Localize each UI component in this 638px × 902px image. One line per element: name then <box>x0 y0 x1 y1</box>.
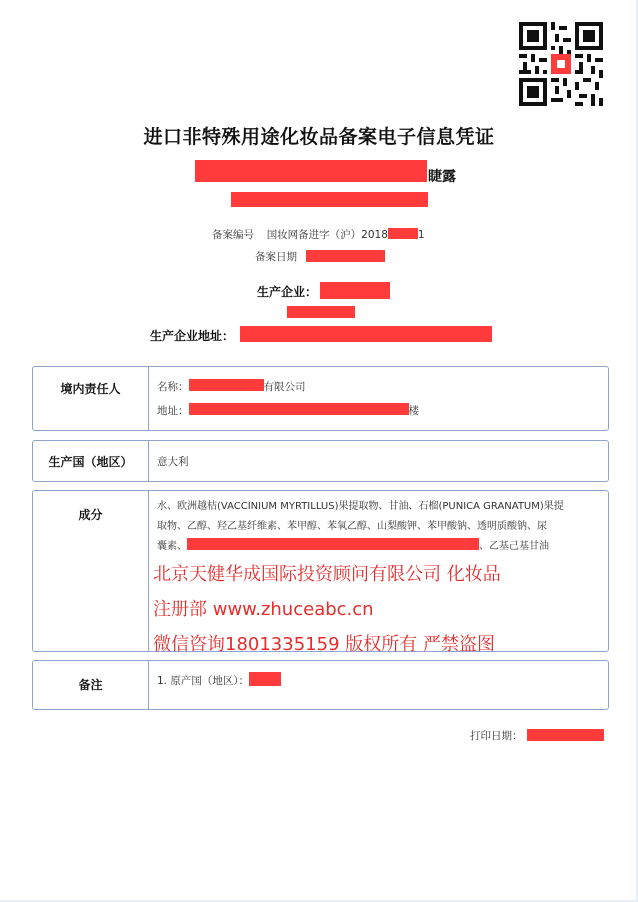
record-number-label: 备案编号 <box>212 229 254 241</box>
redacted-responsible-address <box>189 403 409 415</box>
responsible-address-label: 地址： <box>157 405 189 417</box>
responsible-name-row <box>157 377 600 397</box>
remarks-label: 备注 <box>33 661 149 709</box>
manufacturer-address-label: 生产企业地址： <box>150 329 235 343</box>
country-label: 生产国（地区） <box>33 441 149 481</box>
record-number-suffix: 1 <box>417 229 425 241</box>
redacted-manufacturer-name-2 <box>287 306 355 318</box>
record-date-label: 备案日期 <box>255 251 297 263</box>
product-name-suffix: 睫露 <box>428 169 456 185</box>
responsible-name-suffix: 有限公司 <box>263 381 306 393</box>
redacted-record-number <box>388 228 418 239</box>
ingredients-line-3 <box>157 537 600 557</box>
responsible-person-label: 境内责任人 <box>33 367 149 430</box>
country-value: 意大利 <box>157 456 189 468</box>
watermark-line-2: 注册部 www.zhuceabc.cn <box>153 599 374 620</box>
record-number-row <box>212 227 425 242</box>
redacted-ingredients <box>187 538 479 550</box>
watermark-line-1: 北京天健华成国际投资顾问有限公司 化妆品 <box>153 564 501 585</box>
country-section <box>32 440 609 482</box>
ingredients-line-3-prefix: 囊素、 <box>157 541 187 552</box>
redacted-product-name <box>195 160 427 182</box>
qr-code <box>519 22 603 106</box>
responsible-address-row <box>157 401 600 421</box>
remarks-row <box>157 671 600 691</box>
remarks-value: 1. 原产国（地区）： <box>157 675 250 687</box>
redacted-product-name-en <box>231 192 428 207</box>
ingredients-line-2: 取物、乙醇、羟乙基纤维素、苯甲醇、苯氧乙醇、山梨酸钾、苯甲酸钠、透明质酸钠、尿 <box>157 521 547 532</box>
responsible-address-suffix: 楼 <box>408 405 419 417</box>
ingredients-label: 成分 <box>33 491 149 651</box>
responsible-name-label: 名称： <box>157 381 189 393</box>
record-number-prefix: 国妆网备进字（沪）2018 <box>266 229 388 241</box>
ingredients-line-1: 水、欧洲越桔(VACCINIUM MYRTILLUS)果提取物、甘油、石榴(PUNICA GRANATUM)果提 <box>157 501 564 512</box>
watermark-line-3: 微信咨询1801335159 版权所有 严禁盗图 <box>153 634 495 655</box>
redacted-manufacturer-address <box>240 326 492 342</box>
redacted-manufacturer-name <box>320 282 390 299</box>
redacted-record-date <box>306 250 385 262</box>
manufacturer-label: 生产企业： <box>257 285 318 299</box>
ingredients-line-3-suffix: 、乙基己基甘油 <box>479 541 549 552</box>
redacted-origin-country <box>249 672 281 686</box>
responsible-person-section <box>32 366 609 431</box>
document-title: 进口非特殊用途化妆品备案电子信息凭证 <box>143 126 495 148</box>
remarks-section <box>32 660 609 710</box>
print-date-label: 打印日期： <box>470 730 523 742</box>
redacted-responsible-name <box>189 379 264 391</box>
redacted-print-date <box>527 729 604 741</box>
